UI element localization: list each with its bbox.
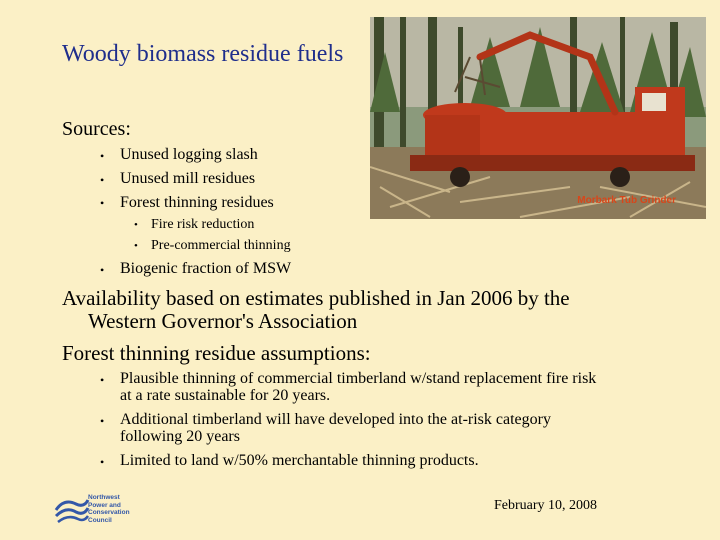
bullet-icon: • [134,240,138,252]
assumption-line: following 20 years [120,428,240,445]
bullet-icon: • [100,196,105,210]
sources-heading: Sources: [62,118,131,140]
source-item-logging-slash: Unused logging slash [120,146,258,163]
assumptions-heading: Forest thinning residue assumptions: [62,341,371,365]
bullet-icon: • [100,263,105,277]
bullet-icon: • [100,414,105,428]
source-item-thinning-residues: Forest thinning residues [120,194,274,211]
bullet-icon: • [100,455,105,469]
tub-grinder-illustration [370,17,706,219]
assumption-item: Limited to land w/50% merchantable thinning products. [120,452,479,469]
availability-text-line2: Western Governor's Association [88,309,358,333]
bullet-icon: • [100,173,105,187]
availability-text-line1: Availability based on estimates published in Jan 2006 by the [62,286,570,310]
slide-title: Woody biomass residue fuels [62,41,344,67]
sub-item-fire-risk: Fire risk reduction [151,217,255,232]
source-item-msw: Biogenic fraction of MSW [120,260,292,277]
source-item-mill-residues: Unused mill residues [120,170,256,187]
bullet-icon: • [100,149,105,163]
photo-caption: Morbark Tub Grinder [577,195,676,206]
slide-date: February 10, 2008 [494,498,598,513]
assumption-line: at a rate sustainable for 20 years. [120,387,331,404]
assumption-line: Plausible thinning of commercial timberland w/stand replacement fire risk [120,370,597,387]
tub-grinder-photo [370,17,706,219]
assumption-item [120,411,551,445]
sub-item-precommercial: Pre-commercial thinning [151,238,291,253]
bullet-icon: • [134,219,138,231]
assumption-item [120,370,596,404]
assumption-line: Additional timberland will have developed into the at-risk category [120,411,551,428]
bullet-icon: • [100,373,105,387]
council-logo-text: Northwest Power and Conservation Council [88,494,130,524]
